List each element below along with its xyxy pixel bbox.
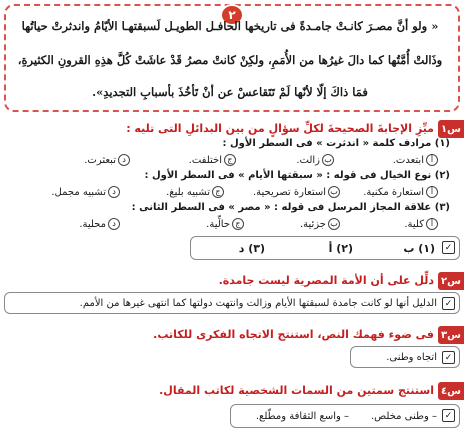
q1-sub2: (٢) نوع الخيال فى قوله : « سبقتها الأيام » فى السطر الأول : xyxy=(144,170,450,181)
q1-sub3: (٣) علاقة المجاز المرسل فى قوله : « مصر » فى السطر الثانى : xyxy=(131,202,450,213)
question-3 xyxy=(0,326,464,346)
question-1 xyxy=(0,120,464,250)
q1-sub2-option-d[interactable]: دتشبيه مجمل. xyxy=(51,186,120,198)
q1-sub1-option-d[interactable]: دتبعثرت. xyxy=(84,154,130,166)
question-3-title: فى ضوء فهمك النص، استنتج الاتجاه الفكرى للكاتب. xyxy=(153,328,434,341)
question-4-tag: س٤ xyxy=(438,382,464,400)
question-1-answer-box xyxy=(190,236,460,260)
question-2-title: دلِّل على أن الأمة المصرية ليست جامدة. xyxy=(218,274,434,287)
q1-sub2-option-b[interactable]: باستعارة تصريحية. xyxy=(253,186,340,198)
q1-answer-3: (٣) د xyxy=(238,242,265,255)
q3-answer: اتجاه وطنى. xyxy=(386,352,437,363)
question-1-title: ميِّزِ الإجابةَ الصحيحةَ لكلِّ سؤالٍ من بين البدائلِ التى تليه : xyxy=(126,122,434,135)
q1-sub1: (١) مرادف كلمة « اندثرت » فى السطر الأول : xyxy=(222,138,450,149)
q1-answer-1: (١) ب xyxy=(403,242,435,255)
question-4-answer-box xyxy=(230,404,460,428)
passage-line-2: وذَالتْ أُمَّتُها كما دالَ غيرُها من الأُمَمِ، ولكِنْ كانتْ مصرُ قَدْ عاشَتْ كُلَّ هذِهِ القرونِ الكثيرةِ، xyxy=(17,53,443,67)
q1-sub1-option-c[interactable]: جاختلفت. xyxy=(189,154,236,166)
q1-sub3-option-d[interactable]: دمحلية. xyxy=(79,218,120,230)
question-1-tag: س١ xyxy=(438,120,464,138)
answer-icon: ✓ xyxy=(442,351,455,364)
question-3-answer-box xyxy=(350,346,460,368)
q1-sub3-option-b[interactable]: بجزئية. xyxy=(300,218,340,230)
q1-sub3-option-c[interactable]: جحالِّية. xyxy=(206,218,244,230)
question-4 xyxy=(0,382,464,402)
q1-sub2-option-a[interactable]: أاستعارة مكنية. xyxy=(363,186,438,198)
q2-answer: الدليل أنها لو كانت جامدة لسبقتها الأيام وزالت وانتهت دولتها كما انتهى غيرها من الأمم. xyxy=(79,298,437,309)
q1-sub3-option-a[interactable]: أكلية. xyxy=(404,218,438,230)
q1-sub2-option-c[interactable]: جتشبيه بليغ. xyxy=(166,186,224,198)
answer-icon: ✓ xyxy=(442,241,455,254)
passage-line-1: « ولو أنَّ مصـرَ كانـتْ جامـدةً فى تاريخها الحافـل الطويـل لَسبقتهـا الأيّامُ واندثرتْ حياتُها xyxy=(21,19,439,33)
question-2 xyxy=(0,272,464,292)
q1-sub1-option-b[interactable]: بزالت. xyxy=(296,154,334,166)
question-4-title: استنتج سمتين من السمات الشخصية لكاتب المقال. xyxy=(159,384,434,397)
passage-number-badge: ٢ xyxy=(220,4,244,26)
q4-answer-b: – واسع الثقافة ومطّلع. xyxy=(255,411,349,422)
question-2-tag: س٢ xyxy=(438,272,464,290)
answer-icon: ✓ xyxy=(442,409,455,422)
passage-box xyxy=(4,4,460,112)
question-2-answer-box xyxy=(4,292,460,314)
q1-answer-2: (٢) أ xyxy=(328,242,353,255)
passage-line-3: فمَا ذاكَ إلّا لأنّها لَمْ تَتَقاعسْ عن أنْ تَأخُذَ بأسبابِ التجديدِ». xyxy=(92,85,368,99)
q4-answer-a: – وطنى مخلص. xyxy=(370,411,437,422)
answer-icon: ✓ xyxy=(442,297,455,310)
question-3-tag: س٣ xyxy=(438,326,464,344)
q1-sub1-option-a[interactable]: أابتعدت. xyxy=(393,154,438,166)
